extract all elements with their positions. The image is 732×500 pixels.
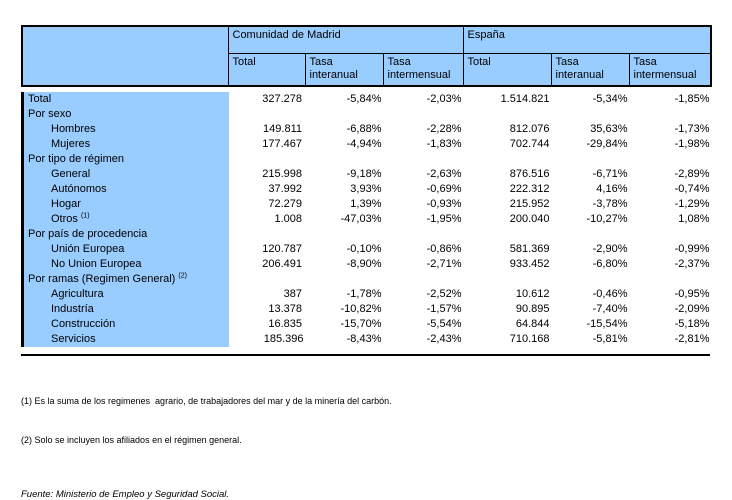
cell-value — [464, 152, 552, 167]
table-row — [23, 107, 712, 122]
cell-value — [384, 227, 464, 242]
cell-value: -10,82% — [340, 303, 382, 315]
table-row — [23, 92, 712, 107]
cell-value — [384, 107, 464, 122]
cell-value: 387 — [283, 288, 302, 300]
group-header-espana: España — [463, 26, 711, 53]
cell-value: -15,54% — [586, 318, 628, 330]
cell-value: -10,27% — [586, 213, 628, 225]
cell-value — [384, 152, 464, 167]
cell-value: 37.992 — [268, 183, 302, 195]
cell-value: 702.744 — [509, 138, 550, 150]
cell-value: 13.378 — [268, 303, 302, 315]
cell-value: -2,81% — [674, 333, 710, 345]
row-label: Unión Europea — [23, 242, 229, 257]
cell-value: 327.278 — [262, 93, 302, 105]
divider-line — [21, 354, 710, 356]
cell-value: -2,52% — [426, 288, 462, 300]
cell-value: -5,18% — [674, 318, 710, 330]
row-label: Total — [23, 92, 229, 107]
cell-value — [306, 107, 384, 122]
cell-value: -2,03% — [426, 93, 462, 105]
cell-value — [552, 152, 630, 167]
cell-value: -1,83% — [426, 138, 462, 150]
cell-value: -1,85% — [674, 93, 710, 105]
table-row — [23, 227, 712, 242]
cell-value: 222.312 — [509, 183, 550, 195]
cell-value: -1,78% — [346, 288, 382, 300]
table-row — [23, 317, 712, 332]
row-label: Por sexo — [23, 107, 229, 122]
column-header-espana-interanual: Tasa interanual — [551, 53, 629, 86]
cell-value: 64.844 — [515, 318, 550, 330]
column-header-madrid-interanual: Tasa interanual — [305, 53, 383, 86]
cell-value — [464, 272, 552, 287]
cell-value: -1,95% — [426, 213, 462, 225]
cell-value: -6,71% — [592, 168, 628, 180]
cell-value: -0,69% — [426, 183, 462, 195]
cell-value: 4,16% — [596, 183, 628, 195]
cell-value — [229, 272, 306, 287]
cell-value: -6,80% — [592, 258, 628, 270]
cell-value: -5,34% — [592, 93, 628, 105]
cell-value: -0,10% — [346, 243, 382, 255]
corner-cell — [22, 26, 228, 86]
group-header-row — [22, 26, 711, 53]
cell-value: -8,43% — [346, 333, 382, 345]
cell-value: 710.168 — [509, 333, 550, 345]
row-label: General — [23, 167, 229, 182]
cell-value — [552, 272, 630, 287]
cell-value: -5,84% — [346, 93, 382, 105]
cell-value: 1,08% — [678, 213, 710, 225]
row-label: Construcción — [23, 317, 229, 332]
table-row — [23, 242, 712, 257]
row-label: Servicios — [23, 332, 229, 347]
row-label: Mujeres — [23, 137, 229, 152]
row-label: Por tipo de régimen — [23, 152, 229, 167]
cell-value: 876.516 — [509, 168, 550, 180]
cell-value: -2,28% — [426, 123, 462, 135]
cell-value — [229, 107, 306, 122]
column-header-madrid-total: Total — [228, 53, 305, 86]
footnote-marker: (2) — [178, 272, 187, 280]
table-row — [23, 197, 712, 212]
row-label: Por ramas (Regimen General) $^{(2)}$ — [23, 272, 229, 287]
cell-value: -0,95% — [674, 288, 710, 300]
cell-value: 177.467 — [262, 138, 302, 150]
cell-value: -0,99% — [674, 243, 710, 255]
row-label: Autónomos — [23, 182, 229, 197]
column-header-espana-total: Total — [463, 53, 551, 86]
cell-value: -6,88% — [346, 123, 382, 135]
cell-value: -9,18% — [346, 168, 382, 180]
cell-value: -1,57% — [426, 303, 462, 315]
table-row — [23, 182, 712, 197]
data-table — [21, 92, 712, 347]
cell-value: -2,90% — [592, 243, 628, 255]
column-header-espana-intermensual: Tasa intermensual — [629, 53, 711, 86]
footnote-1: (1) Es la suma de los regimenes agrario, de trabajadores del mar y de la minería del carbón. — [21, 396, 392, 406]
cell-value: -0,46% — [592, 288, 628, 300]
table-row — [23, 137, 712, 152]
footnotes — [21, 369, 732, 473]
cell-value: -1,29% — [674, 198, 710, 210]
cell-value: -15,70% — [340, 318, 382, 330]
cell-value: 35,63% — [590, 123, 628, 135]
cell-value: 185.396 — [263, 333, 304, 345]
cell-value: -0,86% — [426, 243, 462, 255]
column-header-madrid-intermensual: Tasa intermensual — [383, 53, 463, 86]
row-label: Hombres — [23, 122, 229, 137]
cell-value — [630, 272, 712, 287]
table-body — [23, 92, 712, 347]
cell-value: -2,43% — [426, 333, 462, 345]
cell-value: 149.811 — [263, 123, 302, 135]
cell-value — [306, 272, 384, 287]
cell-value: -8,90% — [346, 258, 382, 270]
cell-value — [229, 227, 306, 242]
cell-value — [552, 227, 630, 242]
cell-value — [306, 152, 384, 167]
cell-value: -2,37% — [674, 258, 710, 270]
cell-value: 72.279 — [268, 198, 302, 210]
cell-value: -5,81% — [592, 333, 628, 345]
cell-value: -2,89% — [674, 168, 710, 180]
table-row — [23, 332, 712, 347]
cell-value: -1,73% — [674, 123, 710, 135]
row-label: No Union Europea — [23, 257, 229, 272]
cell-value: -4,94% — [346, 138, 382, 150]
cell-value — [229, 152, 306, 167]
cell-value: 933.452 — [509, 258, 550, 270]
cell-value: -29,84% — [586, 138, 628, 150]
cell-value: 215.952 — [509, 198, 550, 210]
group-header-madrid: Comunidad de Madrid — [228, 26, 463, 53]
cell-value — [464, 227, 552, 242]
cell-value — [552, 107, 630, 122]
cell-value: 3,93% — [350, 183, 382, 195]
cell-value: 10.612 — [515, 288, 550, 300]
cell-value — [630, 107, 712, 122]
cell-value: -2,09% — [674, 303, 710, 315]
footnote-marker: (1) — [80, 212, 90, 220]
cell-value: 812.076 — [509, 123, 550, 135]
cell-value: 120.787 — [262, 243, 302, 255]
cell-value: 1.514.821 — [500, 93, 550, 105]
cell-value: 90.895 — [515, 303, 550, 315]
cell-value: 206.491 — [262, 258, 302, 270]
cell-value — [464, 107, 552, 122]
row-label: Industría — [23, 302, 229, 317]
footnote-2: (2) Solo se incluyen los afiliados en el régimen general. — [21, 435, 242, 445]
cell-value: -3,78% — [592, 198, 628, 210]
source-note: Fuente: Ministerio de Empleo y Seguridad Social. — [21, 489, 230, 500]
cell-value: 1.008 — [274, 213, 302, 225]
header-table — [21, 25, 712, 87]
table-row — [23, 287, 712, 302]
row-label: Otros $^{(1)}$ — [23, 212, 229, 227]
cell-value — [630, 227, 712, 242]
table-row — [23, 167, 712, 182]
cell-value: -1,98% — [674, 138, 710, 150]
cell-value — [384, 272, 464, 287]
cell-value — [630, 152, 712, 167]
table-row — [23, 272, 712, 287]
cell-value: -2,71% — [426, 258, 462, 270]
cell-value: -7,40% — [592, 303, 628, 315]
row-label: Agricultura — [23, 287, 229, 302]
cell-value: 215.998 — [262, 168, 302, 180]
table-row — [23, 257, 712, 272]
cell-value: -5,54% — [426, 318, 462, 330]
cell-value: 16.835 — [268, 318, 302, 330]
row-label: Por país de procedencia — [23, 227, 229, 242]
cell-value — [306, 227, 384, 242]
row-label: Hogar — [23, 197, 229, 212]
table-row — [23, 302, 712, 317]
cell-value: -0,74% — [674, 183, 710, 195]
table-row — [23, 152, 712, 167]
cell-value: 1,39% — [350, 198, 382, 210]
table-row — [23, 212, 712, 227]
cell-value: 200.040 — [509, 213, 550, 225]
table-row — [23, 122, 712, 137]
cell-value: -2,63% — [426, 168, 462, 180]
cell-value: -47,03% — [340, 213, 382, 225]
cell-value: -0,93% — [426, 198, 462, 210]
cell-value: 581.369 — [509, 243, 550, 255]
